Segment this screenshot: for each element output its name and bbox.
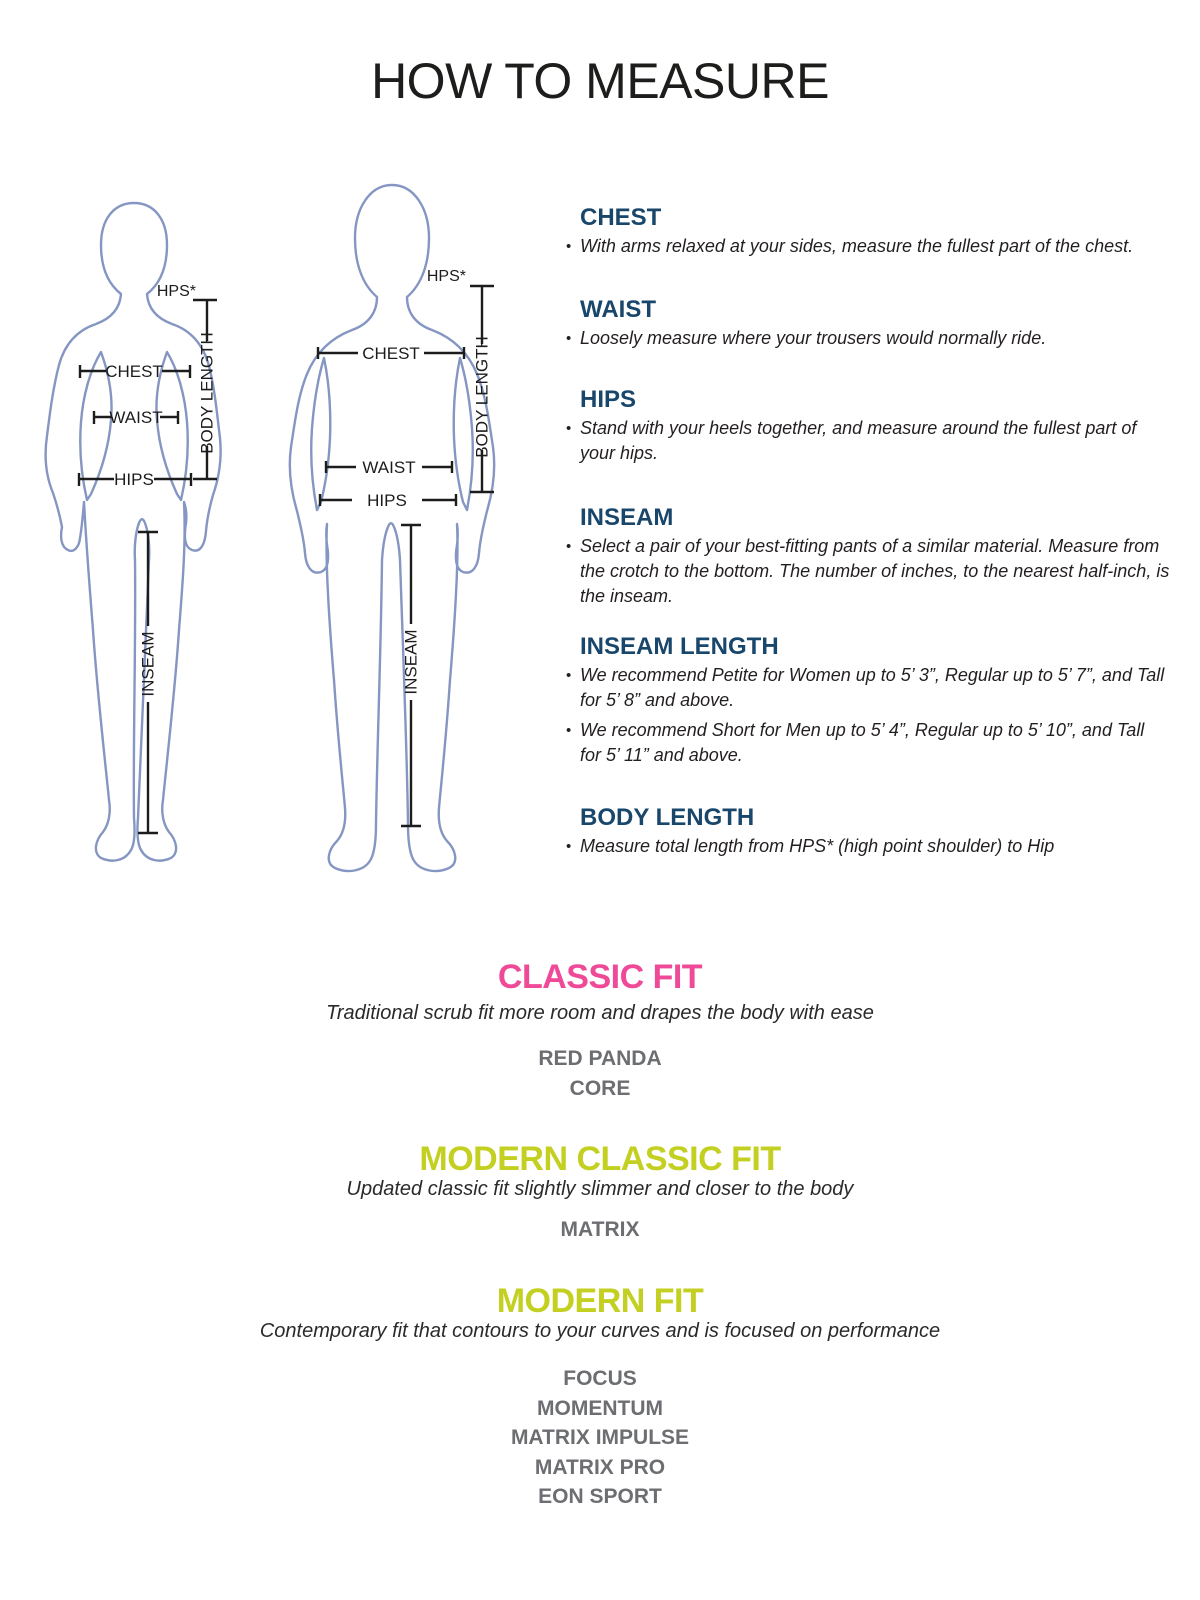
measure-section-waist (566, 297, 1170, 356)
bullet-dot: • (566, 667, 572, 684)
product-item: MATRIX IMPULSE (510, 1426, 690, 1449)
bullet-text: We recommend Petite for Women up to 5’ 3”, Regular up to 5’ 7”, and Tall for 5’ 8” and above. (580, 665, 1165, 710)
bullet-item (566, 663, 1170, 713)
male-figure-diagram (280, 170, 512, 890)
female-chest-label: CHEST (105, 362, 163, 381)
page-title: HOW TO MEASURE (371, 53, 829, 109)
male-body-outline (290, 185, 494, 871)
male-hips-label: HIPS (367, 491, 407, 510)
product-item: EON SPORT (538, 1485, 662, 1508)
bullet-item (566, 234, 1170, 259)
product-item: RED PANDA (538, 1047, 662, 1070)
section-heading-chest: CHEST (580, 204, 662, 231)
bullet-text: Loosely measure where your trousers would normally ride. (580, 328, 1047, 348)
bullet-text: Measure total length from HPS* (high point shoulder) to Hip (580, 836, 1055, 856)
product-item: MOMENTUM (537, 1396, 663, 1420)
female-figure-diagram (40, 180, 270, 880)
measure-section-hips (566, 387, 1170, 471)
female-measurements (79, 283, 217, 833)
fit-title-modern-classic: MODERN CLASSIC FIT (419, 1140, 781, 1178)
female-inseam-label: INSEAM (138, 631, 158, 697)
bullet-item (566, 416, 1170, 466)
female-waist-label: WAIST (109, 408, 163, 427)
section-heading-inseam-length: INSEAM LENGTH (580, 633, 779, 660)
product-item: MATRIX (560, 1218, 640, 1241)
fit-description-modern: Contemporary fit that contours to your curves and is focused on performance (259, 1320, 941, 1342)
female-body-outline (46, 203, 221, 861)
bullet-text: Stand with your heels together, and measure around the fullest part of your hips. (580, 418, 1137, 463)
fit-products-modern-classic (0, 1215, 1200, 1245)
fit-description-classic: Traditional scrub fit more room and drapes the body with ease (326, 1002, 874, 1024)
female-hps-label: HPS* (156, 283, 196, 300)
fit-description-modern-classic: Updated classic fit slightly slimmer and closer to the body (346, 1178, 854, 1200)
bullet-text: We recommend Short for Men up to 5’ 4”, Regular up to 5’ 10”, and Tall for 5’ 11” and above. (580, 720, 1145, 765)
product-item: FOCUS (563, 1367, 637, 1390)
measure-section-body-length (566, 805, 1170, 864)
male-inseam-label: INSEAM (401, 629, 421, 695)
bullet-dot: • (566, 538, 572, 555)
male-waist-label: WAIST (362, 458, 416, 477)
product-item: MATRIX PRO (534, 1455, 666, 1479)
bullet-text: Select a pair of your best-fitting pants of a similar material. Measure from the crotch to the bottom. The number of inches, to the nearest half-inch, is the inseam. (580, 536, 1170, 606)
female-body-length-label: BODY LENGTH (197, 332, 217, 454)
bullet-text: With arms relaxed at your sides, measure the fullest part of the chest. (580, 236, 1134, 256)
section-heading-body-length: BODY LENGTH (580, 804, 755, 831)
bullet-item (566, 718, 1170, 768)
bullet-dot: • (566, 420, 572, 437)
section-heading-hips: HIPS (580, 386, 637, 413)
section-heading-inseam: INSEAM (580, 504, 674, 531)
bullet-dot: • (566, 838, 572, 855)
bullet-dot: • (566, 330, 572, 347)
male-hps-label: HPS* (426, 268, 466, 285)
measure-section-chest (566, 205, 1170, 264)
fit-title-classic: CLASSIC FIT (497, 958, 703, 996)
fit-products-classic (0, 1044, 1200, 1103)
bullet-item (566, 326, 1170, 351)
fit-products-modern (0, 1364, 1200, 1512)
measure-section-inseam (566, 505, 1170, 614)
fit-title-modern: MODERN FIT (496, 1282, 704, 1320)
female-hips-label: HIPS (114, 470, 154, 489)
bullet-item (566, 834, 1170, 859)
measure-section-inseam-length (566, 634, 1170, 773)
bullet-dot: • (566, 238, 572, 255)
section-heading-waist: WAIST (580, 296, 656, 323)
male-chest-label: CHEST (362, 344, 420, 363)
bullet-dot: • (566, 722, 572, 739)
product-item: CORE (569, 1076, 631, 1100)
male-body-length-label: BODY LENGTH (472, 336, 492, 458)
bullet-item (566, 534, 1170, 609)
